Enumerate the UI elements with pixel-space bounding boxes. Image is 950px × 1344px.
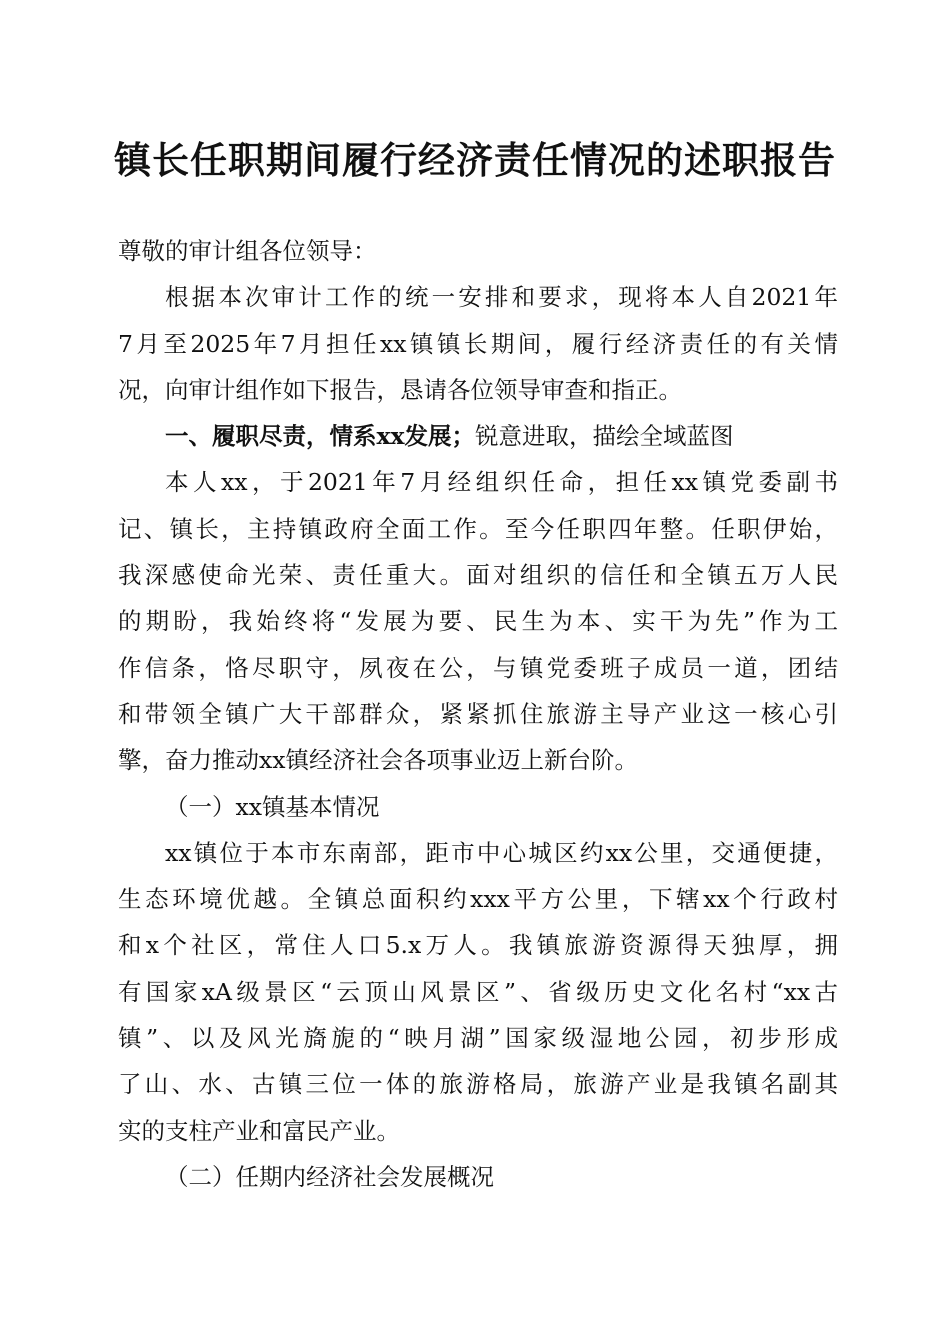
text-line: 记、镇长，主持镇政府全面工作。至今任职四年整。任职伊始， bbox=[118, 514, 838, 543]
document-body bbox=[118, 228, 838, 1200]
text-line: 实的支柱产业和富民产业。 bbox=[118, 1116, 400, 1145]
section-heading-rest: 锐意进取，描绘全域蓝图 bbox=[475, 422, 734, 451]
subsection-heading: （二）任期内经济社会发展概况 bbox=[165, 1162, 494, 1191]
text-line: 根据本次审计工作的统一安排和要求，现将本人自2021年 bbox=[165, 283, 838, 312]
text-line: 生态环境优越。全镇总面积约xxx平方公里，下辖xx个行政村 bbox=[118, 885, 838, 914]
text-line: 7月至2025年7月担任xx镇镇长期间，履行经济责任的有关情 bbox=[118, 329, 838, 358]
section-heading bbox=[118, 413, 838, 459]
text-line: 的期盼，我始终将“发展为要、民生为本、实干为先”作为工 bbox=[118, 607, 838, 636]
text-line: 作信条，恪尽职守，夙夜在公，与镇党委班子成员一道，团结 bbox=[118, 653, 838, 682]
subsection-heading: （一）xx镇基本情况 bbox=[165, 792, 380, 821]
text-line: 况，向审计组作如下报告，恳请各位领导审查和指正。 bbox=[118, 375, 682, 404]
text-line: 镇”、以及风光旖旎的“映月湖”国家级湿地公园，初步形成 bbox=[118, 1024, 838, 1053]
document-title: 镇长任职期间履行经济责任情况的述职报告 bbox=[114, 138, 836, 182]
intro-paragraph bbox=[118, 274, 838, 413]
section-heading-bold: 一、履职尽责，情系xx发展； bbox=[165, 422, 476, 451]
salutation: 尊敬的审计组各位领导： bbox=[118, 237, 377, 265]
text-line: 本人xx，于2021年7月经组织任命，担任xx镇党委副书 bbox=[165, 468, 838, 497]
text-line: 我深感使命光荣、责任重大。面对组织的信任和全镇五万人民 bbox=[118, 561, 838, 590]
text-line: 和x个社区，常住人口5.x万人。我镇旅游资源得天独厚，拥 bbox=[118, 931, 838, 960]
subsection1-paragraph bbox=[118, 830, 838, 1154]
text-line: 和带领全镇广大干部群众，紧紧抓住旅游主导产业这一核心引 bbox=[118, 699, 838, 728]
text-line: 有国家xA级景区“云顶山风景区”、省级历史文化名村“xx古 bbox=[118, 977, 838, 1006]
text-line: xx镇位于本市东南部，距市中心城区约xx公里，交通便捷， bbox=[165, 838, 838, 867]
section1-paragraph bbox=[118, 459, 838, 783]
text-line: 擎，奋力推动xx镇经济社会各项事业迈上新台阶。 bbox=[118, 746, 639, 775]
text-line: 了山、水、古镇三位一体的旅游格局，旅游产业是我镇名副其 bbox=[118, 1070, 838, 1099]
